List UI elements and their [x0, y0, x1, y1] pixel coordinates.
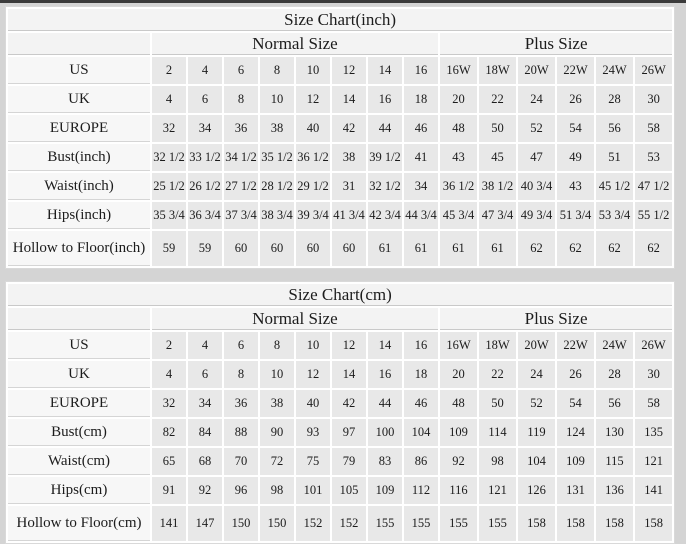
size-value-cell: 38 — [260, 115, 294, 142]
row-label: Bust(cm) — [8, 419, 150, 446]
size-value-cell: 2 — [152, 57, 186, 84]
size-value-cell: 48 — [440, 390, 477, 417]
size-value-cell: 26 — [557, 361, 594, 388]
size-value-cell: 18 — [404, 361, 438, 388]
size-value-cell: 61 — [479, 231, 516, 266]
size-value-cell: 29 1/2 — [296, 173, 330, 200]
size-value-cell: 14 — [332, 361, 366, 388]
size-value-cell: 32 1/2 — [368, 173, 402, 200]
size-value-cell: 141 — [635, 477, 672, 504]
row-label: Hips(inch) — [8, 202, 150, 229]
size-value-cell: 75 — [296, 448, 330, 475]
size-value-cell: 41 3/4 — [332, 202, 366, 229]
size-group-header-row — [8, 308, 672, 330]
size-value-cell: 50 — [479, 115, 516, 142]
size-value-cell: 31 — [332, 173, 366, 200]
size-value-cell: 47 — [518, 144, 555, 171]
size-value-cell: 40 — [296, 390, 330, 417]
size-value-cell: 114 — [479, 419, 516, 446]
size-value-cell: 27 1/2 — [224, 173, 258, 200]
size-value-cell: 36 1/2 — [440, 173, 477, 200]
size-value-cell: 32 — [152, 115, 186, 142]
size-value-cell: 147 — [188, 506, 222, 541]
size-value-cell: 150 — [224, 506, 258, 541]
row-label: US — [8, 332, 150, 359]
size-value-cell: 52 — [518, 390, 555, 417]
size-value-cell: 121 — [635, 448, 672, 475]
size-value-cell: 53 3/4 — [596, 202, 633, 229]
size-value-cell: 28 — [596, 361, 633, 388]
plus-size-header: Plus Size — [440, 33, 672, 55]
size-value-cell: 40 3/4 — [518, 173, 555, 200]
size-value-cell: 16 — [368, 361, 402, 388]
table-row — [8, 86, 672, 113]
size-value-cell: 135 — [635, 419, 672, 446]
corner-cell — [8, 308, 150, 330]
size-value-cell: 35 1/2 — [260, 144, 294, 171]
size-value-cell: 16W — [440, 332, 477, 359]
table-row — [8, 419, 672, 446]
table-row — [8, 332, 672, 359]
size-value-cell: 24W — [596, 57, 633, 84]
size-value-cell: 104 — [518, 448, 555, 475]
size-value-cell: 51 — [596, 144, 633, 171]
table-row — [8, 361, 672, 388]
size-value-cell: 158 — [557, 506, 594, 541]
size-value-cell: 46 — [404, 390, 438, 417]
size-value-cell: 32 — [152, 390, 186, 417]
size-value-cell: 12 — [332, 332, 366, 359]
size-value-cell: 155 — [479, 506, 516, 541]
size-value-cell: 20W — [518, 332, 555, 359]
size-value-cell: 26W — [635, 332, 672, 359]
size-value-cell: 119 — [518, 419, 555, 446]
size-value-cell: 101 — [296, 477, 330, 504]
size-value-cell: 43 — [557, 173, 594, 200]
row-label: UK — [8, 86, 150, 113]
size-value-cell: 56 — [596, 115, 633, 142]
size-value-cell: 124 — [557, 419, 594, 446]
table-title: Size Chart(inch) — [8, 9, 672, 31]
size-value-cell: 24 — [518, 86, 555, 113]
size-value-cell: 155 — [368, 506, 402, 541]
size-value-cell: 20W — [518, 57, 555, 84]
size-value-cell: 44 — [368, 115, 402, 142]
size-value-cell: 34 — [188, 390, 222, 417]
size-value-cell: 152 — [332, 506, 366, 541]
size-value-cell: 72 — [260, 448, 294, 475]
size-value-cell: 12 — [296, 361, 330, 388]
size-value-cell: 37 3/4 — [224, 202, 258, 229]
size-value-cell: 92 — [188, 477, 222, 504]
size-value-cell: 4 — [188, 57, 222, 84]
size-value-cell: 96 — [224, 477, 258, 504]
table-title-row — [8, 9, 672, 31]
size-value-cell: 105 — [332, 477, 366, 504]
plus-size-header: Plus Size — [440, 308, 672, 330]
size-value-cell: 42 — [332, 390, 366, 417]
size-value-cell: 130 — [596, 419, 633, 446]
size-value-cell: 2 — [152, 332, 186, 359]
table-row — [8, 202, 672, 229]
size-chart-inch-body — [8, 57, 672, 266]
size-value-cell: 39 3/4 — [296, 202, 330, 229]
size-value-cell: 48 — [440, 115, 477, 142]
table-title: Size Chart(cm) — [8, 284, 672, 306]
size-value-cell: 34 — [404, 173, 438, 200]
size-value-cell: 25 1/2 — [152, 173, 186, 200]
size-value-cell: 60 — [332, 231, 366, 266]
size-value-cell: 8 — [260, 57, 294, 84]
size-value-cell: 109 — [368, 477, 402, 504]
size-value-cell: 6 — [224, 332, 258, 359]
normal-size-header: Normal Size — [152, 33, 438, 55]
size-value-cell: 158 — [518, 506, 555, 541]
table-row — [8, 231, 672, 266]
table-row — [8, 57, 672, 84]
size-value-cell: 16W — [440, 57, 477, 84]
size-value-cell: 36 1/2 — [296, 144, 330, 171]
size-value-cell: 32 1/2 — [152, 144, 186, 171]
size-chart-cm-table — [5, 281, 675, 544]
size-value-cell: 131 — [557, 477, 594, 504]
size-value-cell: 4 — [188, 332, 222, 359]
size-value-cell: 36 — [224, 115, 258, 142]
size-value-cell: 50 — [479, 390, 516, 417]
size-value-cell: 14 — [332, 86, 366, 113]
size-value-cell: 150 — [260, 506, 294, 541]
size-value-cell: 33 1/2 — [188, 144, 222, 171]
row-label: Hips(cm) — [8, 477, 150, 504]
size-value-cell: 18 — [404, 86, 438, 113]
size-value-cell: 30 — [635, 86, 672, 113]
row-label: Waist(cm) — [8, 448, 150, 475]
size-value-cell: 116 — [440, 477, 477, 504]
size-value-cell: 8 — [224, 361, 258, 388]
size-value-cell: 28 — [596, 86, 633, 113]
size-value-cell: 79 — [332, 448, 366, 475]
size-value-cell: 54 — [557, 390, 594, 417]
size-value-cell: 104 — [404, 419, 438, 446]
size-value-cell: 62 — [557, 231, 594, 266]
size-value-cell: 49 3/4 — [518, 202, 555, 229]
size-chart-inch-table — [5, 6, 675, 269]
size-value-cell: 16 — [404, 57, 438, 84]
row-label: US — [8, 57, 150, 84]
size-value-cell: 8 — [224, 86, 258, 113]
size-value-cell: 158 — [635, 506, 672, 541]
row-label: UK — [8, 361, 150, 388]
size-value-cell: 45 3/4 — [440, 202, 477, 229]
row-label: EUROPE — [8, 390, 150, 417]
size-value-cell: 59 — [188, 231, 222, 266]
size-value-cell: 43 — [440, 144, 477, 171]
size-value-cell: 62 — [596, 231, 633, 266]
size-value-cell: 26 — [557, 86, 594, 113]
size-value-cell: 44 — [368, 390, 402, 417]
size-chart-cm-body — [8, 332, 672, 541]
size-value-cell: 20 — [440, 361, 477, 388]
size-value-cell: 65 — [152, 448, 186, 475]
size-value-cell: 6 — [188, 361, 222, 388]
size-value-cell: 4 — [152, 361, 186, 388]
table-row — [8, 144, 672, 171]
size-value-cell: 84 — [188, 419, 222, 446]
size-value-cell: 24 — [518, 361, 555, 388]
row-label: Hollow to Floor(cm) — [8, 506, 150, 541]
size-value-cell: 83 — [368, 448, 402, 475]
size-value-cell: 61 — [368, 231, 402, 266]
table-row — [8, 173, 672, 200]
size-value-cell: 44 3/4 — [404, 202, 438, 229]
size-value-cell: 14 — [368, 57, 402, 84]
size-value-cell: 93 — [296, 419, 330, 446]
size-value-cell: 70 — [224, 448, 258, 475]
size-value-cell: 51 3/4 — [557, 202, 594, 229]
size-value-cell: 97 — [332, 419, 366, 446]
size-value-cell: 18W — [479, 332, 516, 359]
size-value-cell: 155 — [404, 506, 438, 541]
size-value-cell: 4 — [152, 86, 186, 113]
table-row — [8, 115, 672, 142]
size-value-cell: 22 — [479, 361, 516, 388]
size-value-cell: 12 — [296, 86, 330, 113]
size-value-cell: 20 — [440, 86, 477, 113]
size-value-cell: 30 — [635, 361, 672, 388]
size-value-cell: 53 — [635, 144, 672, 171]
size-value-cell: 109 — [440, 419, 477, 446]
size-group-header-row — [8, 33, 672, 55]
size-value-cell: 152 — [296, 506, 330, 541]
size-value-cell: 58 — [635, 115, 672, 142]
size-value-cell: 158 — [596, 506, 633, 541]
size-value-cell: 38 3/4 — [260, 202, 294, 229]
size-value-cell: 46 — [404, 115, 438, 142]
size-value-cell: 61 — [440, 231, 477, 266]
size-value-cell: 14 — [368, 332, 402, 359]
size-value-cell: 36 3/4 — [188, 202, 222, 229]
size-value-cell: 82 — [152, 419, 186, 446]
size-value-cell: 100 — [368, 419, 402, 446]
size-value-cell: 26W — [635, 57, 672, 84]
row-label: Bust(inch) — [8, 144, 150, 171]
size-value-cell: 112 — [404, 477, 438, 504]
size-value-cell: 28 1/2 — [260, 173, 294, 200]
size-value-cell: 34 1/2 — [224, 144, 258, 171]
size-value-cell: 16 — [368, 86, 402, 113]
size-value-cell: 6 — [188, 86, 222, 113]
size-value-cell: 62 — [635, 231, 672, 266]
normal-size-header: Normal Size — [152, 308, 438, 330]
size-value-cell: 60 — [260, 231, 294, 266]
size-value-cell: 126 — [518, 477, 555, 504]
table-row — [8, 390, 672, 417]
size-value-cell: 18W — [479, 57, 516, 84]
table-title-row — [8, 284, 672, 306]
size-value-cell: 61 — [404, 231, 438, 266]
size-value-cell: 10 — [260, 86, 294, 113]
size-value-cell: 42 3/4 — [368, 202, 402, 229]
size-value-cell: 39 1/2 — [368, 144, 402, 171]
size-value-cell: 121 — [479, 477, 516, 504]
size-value-cell: 59 — [152, 231, 186, 266]
size-value-cell: 49 — [557, 144, 594, 171]
size-value-cell: 26 1/2 — [188, 173, 222, 200]
size-value-cell: 56 — [596, 390, 633, 417]
size-value-cell: 24W — [596, 332, 633, 359]
size-chart-page — [0, 3, 686, 544]
corner-cell — [8, 33, 150, 55]
size-value-cell: 155 — [440, 506, 477, 541]
row-label: Waist(inch) — [8, 173, 150, 200]
size-value-cell: 38 — [332, 144, 366, 171]
table-row — [8, 506, 672, 541]
size-value-cell: 38 1/2 — [479, 173, 516, 200]
size-value-cell: 52 — [518, 115, 555, 142]
size-value-cell: 45 1/2 — [596, 173, 633, 200]
size-value-cell: 90 — [260, 419, 294, 446]
size-value-cell: 98 — [260, 477, 294, 504]
size-value-cell: 35 3/4 — [152, 202, 186, 229]
size-value-cell: 58 — [635, 390, 672, 417]
size-value-cell: 6 — [224, 57, 258, 84]
size-value-cell: 10 — [296, 57, 330, 84]
table-row — [8, 448, 672, 475]
size-value-cell: 47 1/2 — [635, 173, 672, 200]
size-value-cell: 141 — [152, 506, 186, 541]
size-value-cell: 115 — [596, 448, 633, 475]
size-value-cell: 91 — [152, 477, 186, 504]
size-value-cell: 10 — [260, 361, 294, 388]
size-value-cell: 86 — [404, 448, 438, 475]
size-value-cell: 92 — [440, 448, 477, 475]
table-gap — [5, 269, 674, 281]
size-value-cell: 54 — [557, 115, 594, 142]
size-value-cell: 136 — [596, 477, 633, 504]
size-value-cell: 47 3/4 — [479, 202, 516, 229]
size-value-cell: 62 — [518, 231, 555, 266]
size-value-cell: 60 — [296, 231, 330, 266]
size-value-cell: 98 — [479, 448, 516, 475]
size-value-cell: 34 — [188, 115, 222, 142]
size-value-cell: 109 — [557, 448, 594, 475]
size-value-cell: 60 — [224, 231, 258, 266]
size-value-cell: 22W — [557, 57, 594, 84]
size-value-cell: 8 — [260, 332, 294, 359]
row-label: Hollow to Floor(inch) — [8, 231, 150, 266]
size-value-cell: 22 — [479, 86, 516, 113]
table-row — [8, 477, 672, 504]
size-value-cell: 40 — [296, 115, 330, 142]
size-value-cell: 55 1/2 — [635, 202, 672, 229]
size-value-cell: 45 — [479, 144, 516, 171]
size-value-cell: 38 — [260, 390, 294, 417]
size-value-cell: 88 — [224, 419, 258, 446]
row-label: EUROPE — [8, 115, 150, 142]
size-value-cell: 16 — [404, 332, 438, 359]
size-value-cell: 12 — [332, 57, 366, 84]
size-value-cell: 36 — [224, 390, 258, 417]
size-value-cell: 22W — [557, 332, 594, 359]
size-value-cell: 68 — [188, 448, 222, 475]
size-value-cell: 10 — [296, 332, 330, 359]
size-value-cell: 41 — [404, 144, 438, 171]
size-value-cell: 42 — [332, 115, 366, 142]
